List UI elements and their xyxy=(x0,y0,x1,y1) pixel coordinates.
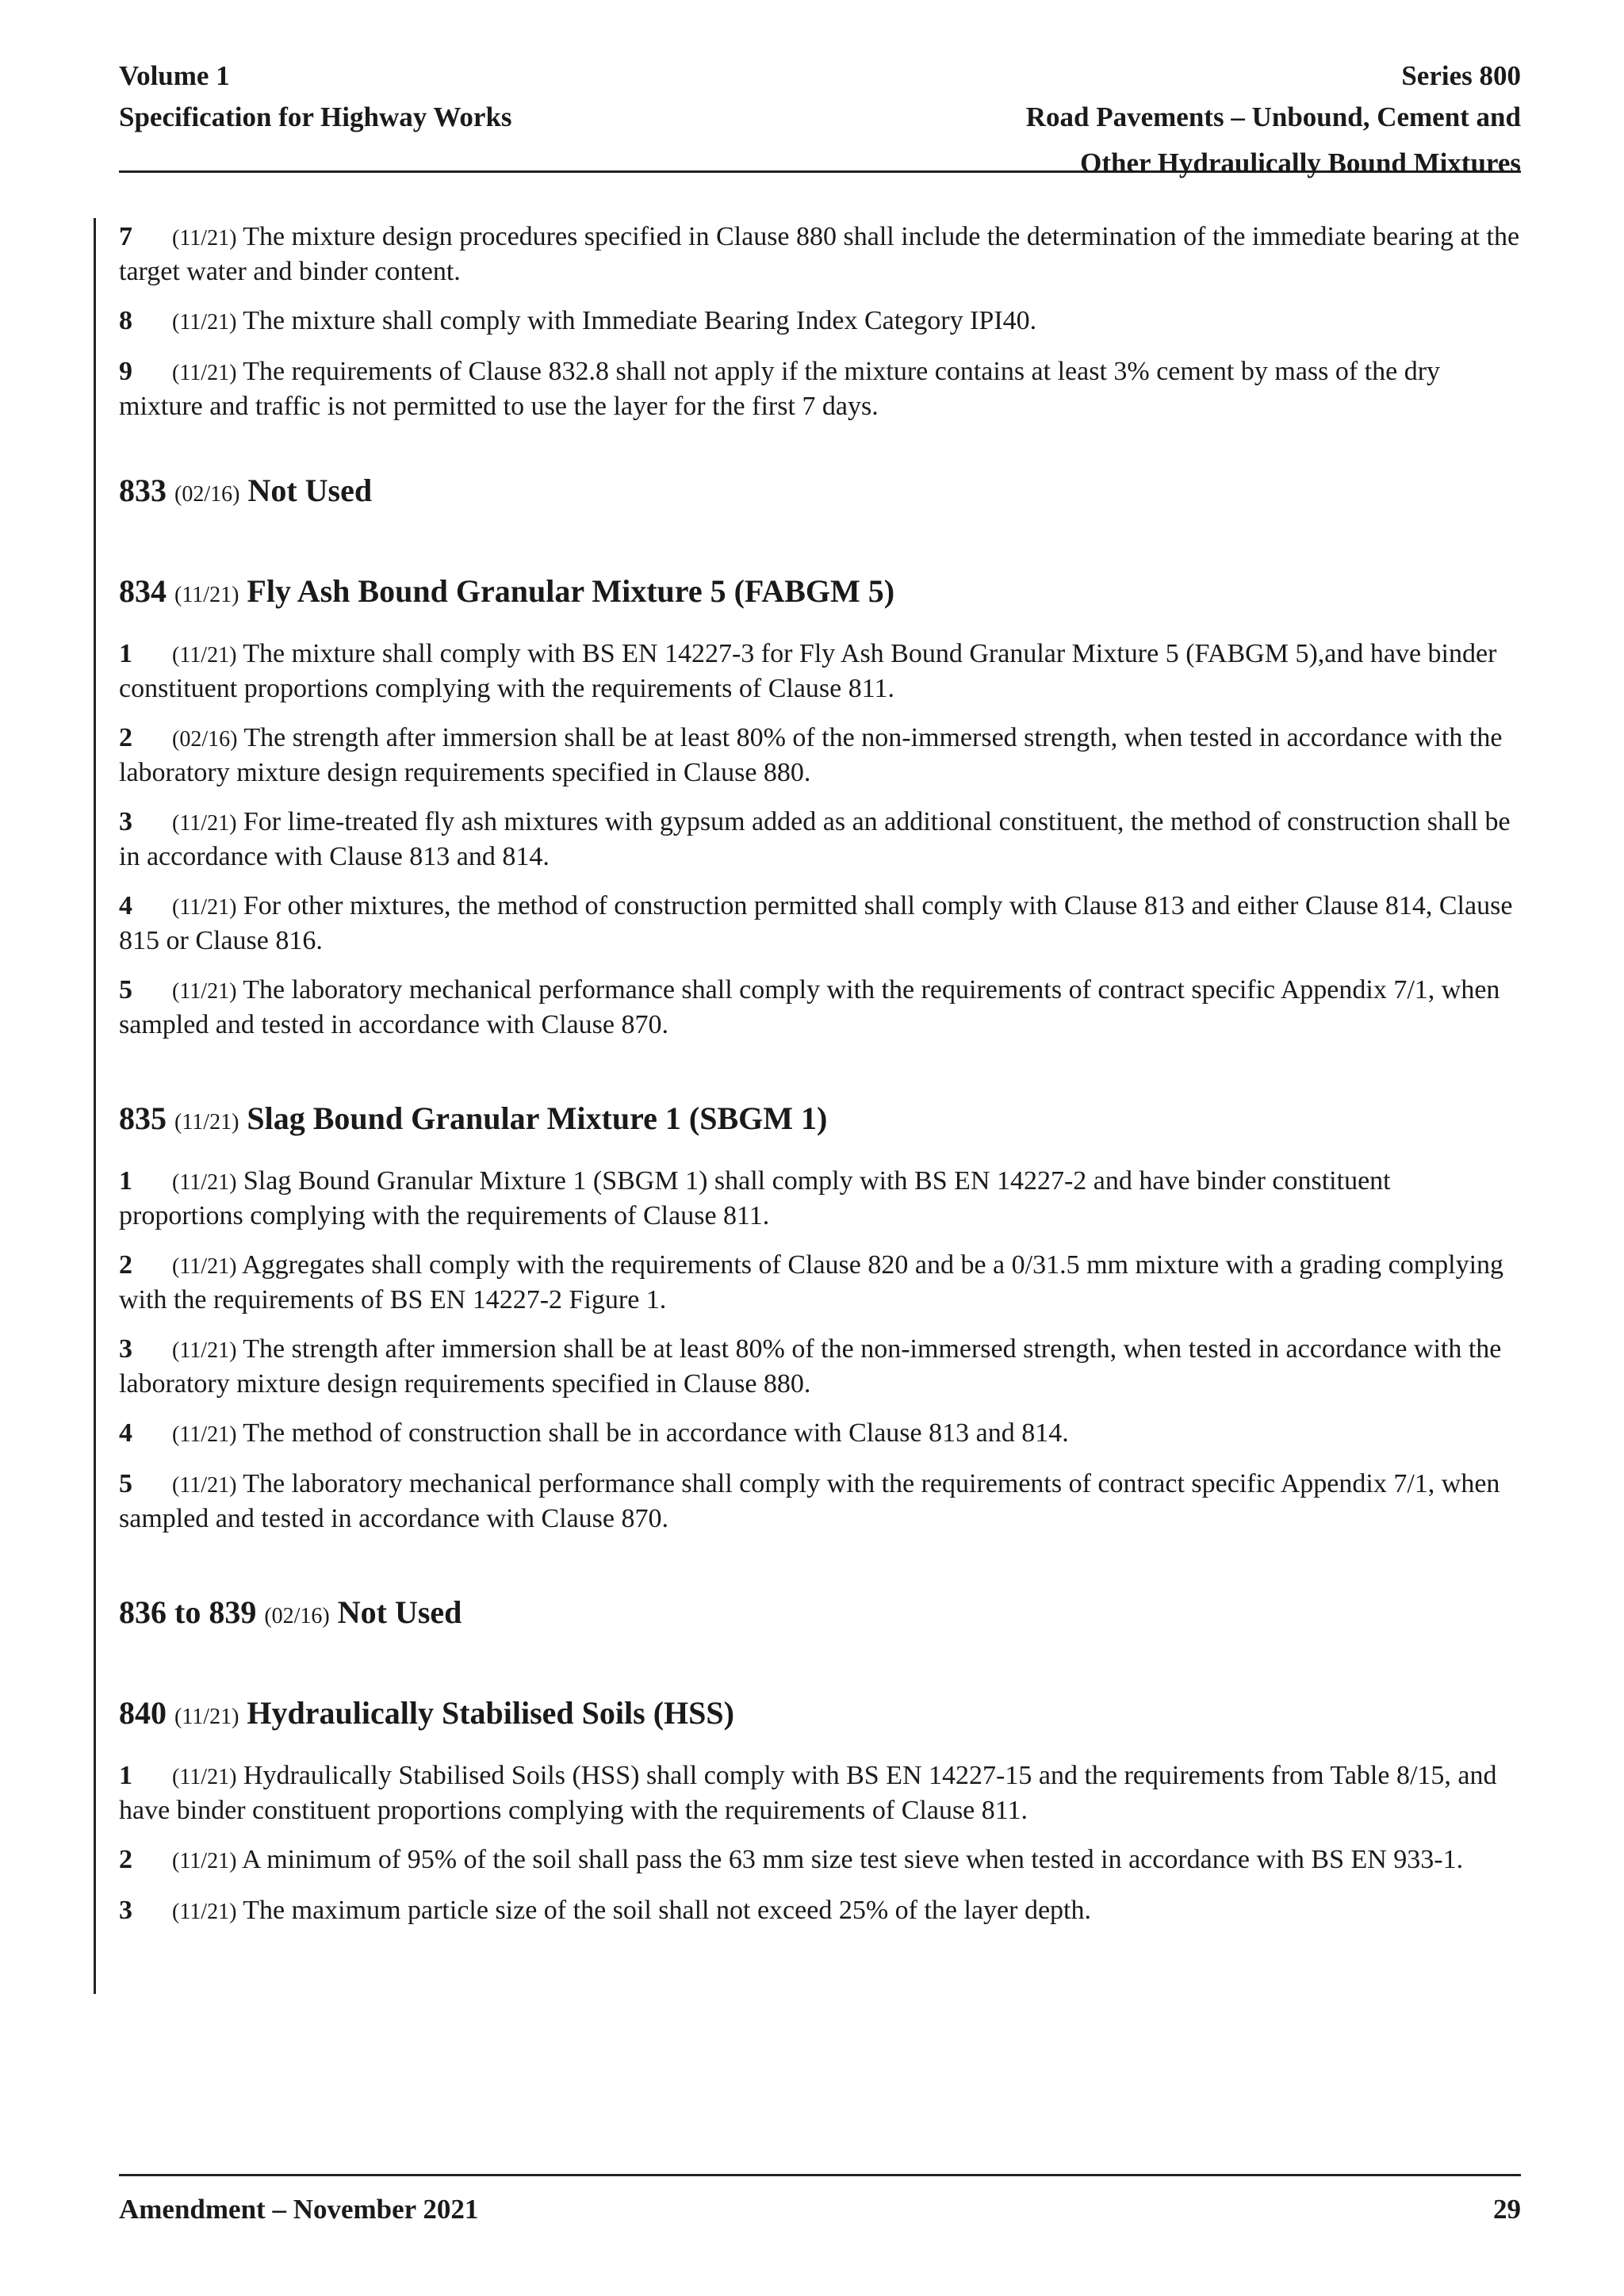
amendment-date: (02/16) xyxy=(174,482,240,507)
para-number: 4 xyxy=(119,891,132,920)
paragraph xyxy=(119,721,1521,790)
clause-heading-840 xyxy=(119,1693,1521,1737)
amendment-date: (11/21) xyxy=(172,1170,237,1195)
para-text: The strength after immersion shall be at least 80% of the non-immersed strength, when tested in accordance with the laboratory mixture design requirements specified in Clause 880. xyxy=(119,723,1503,787)
document-title: Specification for Highway Works xyxy=(119,101,512,132)
paragraph xyxy=(119,1417,1521,1452)
clause-number: 836 to 839 xyxy=(119,1594,257,1630)
para-number: 1 xyxy=(119,1166,132,1196)
para-number: 1 xyxy=(119,639,132,668)
amendment-date: (11/21) xyxy=(172,310,237,335)
header-right xyxy=(1026,55,1521,184)
clause-number: 840 xyxy=(119,1695,167,1731)
clause-title: Fly Ash Bound Granular Mixture 5 (FABGM 5) xyxy=(247,573,895,609)
para-number: 2 xyxy=(119,1845,132,1874)
amendment-date: (11/21) xyxy=(174,583,239,607)
clause-number: 833 xyxy=(119,473,167,508)
paragraph xyxy=(119,220,1521,289)
para-text: The method of construction shall be in accordance with Clause 813 and 814. xyxy=(243,1418,1069,1448)
amendment-date: (02/16) xyxy=(172,727,238,752)
para-number: 3 xyxy=(119,1896,132,1925)
series-label: Series 800 xyxy=(1401,60,1521,91)
paragraph xyxy=(119,974,1521,1042)
para-number: 5 xyxy=(119,1469,132,1498)
paragraph xyxy=(119,1468,1521,1536)
amendment-date: (11/21) xyxy=(172,1765,237,1789)
para-text: The mixture shall comply with Immediate Bearing Index Category IPI40. xyxy=(243,306,1037,335)
amendment-date: (11/21) xyxy=(172,226,237,251)
series-title-line2: Other Hydraulically Bound Mixtures xyxy=(1080,147,1521,178)
paragraph xyxy=(119,1759,1521,1827)
series-title-line1: Road Pavements – Unbound, Cement and xyxy=(1025,101,1521,132)
amendment-date: (11/21) xyxy=(172,979,237,1004)
paragraph xyxy=(119,1894,1521,1929)
para-text: For lime-treated fly ash mixtures with gypsum added as an additional constituent, the method of construction shall be in accordance with Clause 813 and 814. xyxy=(119,807,1511,871)
paragraph xyxy=(119,304,1521,339)
paragraph xyxy=(119,806,1521,874)
para-number: 7 xyxy=(119,222,132,251)
amendment-change-bar xyxy=(94,218,96,1994)
paragraph xyxy=(119,890,1521,958)
amendment-date: (11/21) xyxy=(172,1254,237,1279)
para-text: The laboratory mechanical performance shall comply with the requirements of contract specific Appendix 7/1, when sampled and tested in accordance with Clause 870. xyxy=(119,1469,1500,1533)
paragraph xyxy=(119,1843,1521,1878)
page-content xyxy=(119,220,1521,1945)
para-number: 5 xyxy=(119,975,132,1004)
page-header xyxy=(119,55,1521,178)
para-number: 3 xyxy=(119,807,132,836)
amendment-date: (11/21) xyxy=(172,643,237,668)
clause-heading-834 xyxy=(119,572,1521,615)
para-text: The mixture design procedures specified in Clause 880 shall include the determination of the immediate bearing at the target water and binder content. xyxy=(119,222,1520,286)
paragraph xyxy=(119,1333,1521,1401)
amendment-date: (02/16) xyxy=(264,1604,330,1628)
para-number: 1 xyxy=(119,1761,132,1790)
para-text: For other mixtures, the method of construction permitted shall comply with Clause 813 and either Clause 814, Clause 815 or Clause 816. xyxy=(119,891,1513,955)
clause-title: Hydraulically Stabilised Soils (HSS) xyxy=(247,1695,734,1731)
amendment-label: Amendment – November 2021 xyxy=(119,2194,479,2225)
para-number: 2 xyxy=(119,723,132,752)
volume-label: Volume 1 xyxy=(119,60,230,91)
para-text: The laboratory mechanical performance shall comply with the requirements of contract specific Appendix 7/1, when sampled and tested in accordance with Clause 870. xyxy=(119,975,1500,1039)
para-text: The maximum particle size of the soil shall not exceed 25% of the layer depth. xyxy=(243,1896,1091,1925)
amendment-date: (11/21) xyxy=(172,1338,237,1363)
amendment-date: (11/21) xyxy=(172,1422,237,1447)
clause-number: 834 xyxy=(119,573,167,609)
para-number: 9 xyxy=(119,357,132,386)
para-text: The mixture shall comply with BS EN 14227-3 for Fly Ash Bound Granular Mixture 5 (FABGM 5),and have binder constituent proportions complying with the requirements of Clause 811. xyxy=(119,639,1497,703)
amendment-date: (11/21) xyxy=(172,811,237,836)
clause-heading-833 xyxy=(119,471,1521,515)
header-left xyxy=(119,55,512,138)
amendment-date: (11/21) xyxy=(172,1473,237,1498)
clause-number: 835 xyxy=(119,1100,167,1136)
para-text: The requirements of Clause 832.8 shall not apply if the mixture contains at least 3% cement by mass of the dry mixture and traffic is not permitted to use the layer for the first 7 days. xyxy=(119,357,1441,421)
clause-heading-836-839 xyxy=(119,1593,1521,1636)
para-text: A minimum of 95% of the soil shall pass the 63 mm size test sieve when tested in accordance with BS EN 933-1. xyxy=(242,1845,1464,1874)
clause-title: Not Used xyxy=(337,1594,462,1630)
amendment-date: (11/21) xyxy=(172,1849,237,1873)
amendment-date: (11/21) xyxy=(174,1705,239,1729)
clause-title: Slag Bound Granular Mixture 1 (SBGM 1) xyxy=(247,1100,828,1136)
para-number: 4 xyxy=(119,1418,132,1448)
page-footer xyxy=(119,2174,1521,2225)
para-number: 3 xyxy=(119,1334,132,1364)
amendment-date: (11/21) xyxy=(174,1110,239,1135)
para-text: Hydraulically Stabilised Soils (HSS) shall comply with BS EN 14227-15 and the requirements from Table 8/15, and have binder constituent proportions complying with the requirements of Clause 811. xyxy=(119,1761,1497,1825)
amendment-date: (11/21) xyxy=(172,361,237,385)
amendment-date: (11/21) xyxy=(172,895,237,920)
paragraph xyxy=(119,355,1521,423)
para-text: Slag Bound Granular Mixture 1 (SBGM 1) shall comply with BS EN 14227-2 and have binder constituent proportions complying with the requirements of Clause 811. xyxy=(119,1166,1391,1230)
paragraph xyxy=(119,637,1521,706)
clause-heading-835 xyxy=(119,1099,1521,1142)
paragraph xyxy=(119,1249,1521,1317)
page-number: 29 xyxy=(1493,2194,1521,2225)
para-text: Aggregates shall comply with the requirements of Clause 820 and be a 0/31.5 mm mixture with a grading complying with the requirements of BS EN 14227-2 Figure 1. xyxy=(119,1250,1504,1314)
para-number: 8 xyxy=(119,306,132,335)
amendment-date: (11/21) xyxy=(172,1900,237,1924)
para-number: 2 xyxy=(119,1250,132,1280)
clause-title: Not Used xyxy=(247,473,373,508)
para-text: The strength after immersion shall be at least 80% of the non-immersed strength, when tested in accordance with the laboratory mixture design requirements specified in Clause 880. xyxy=(119,1334,1502,1399)
paragraph xyxy=(119,1165,1521,1233)
